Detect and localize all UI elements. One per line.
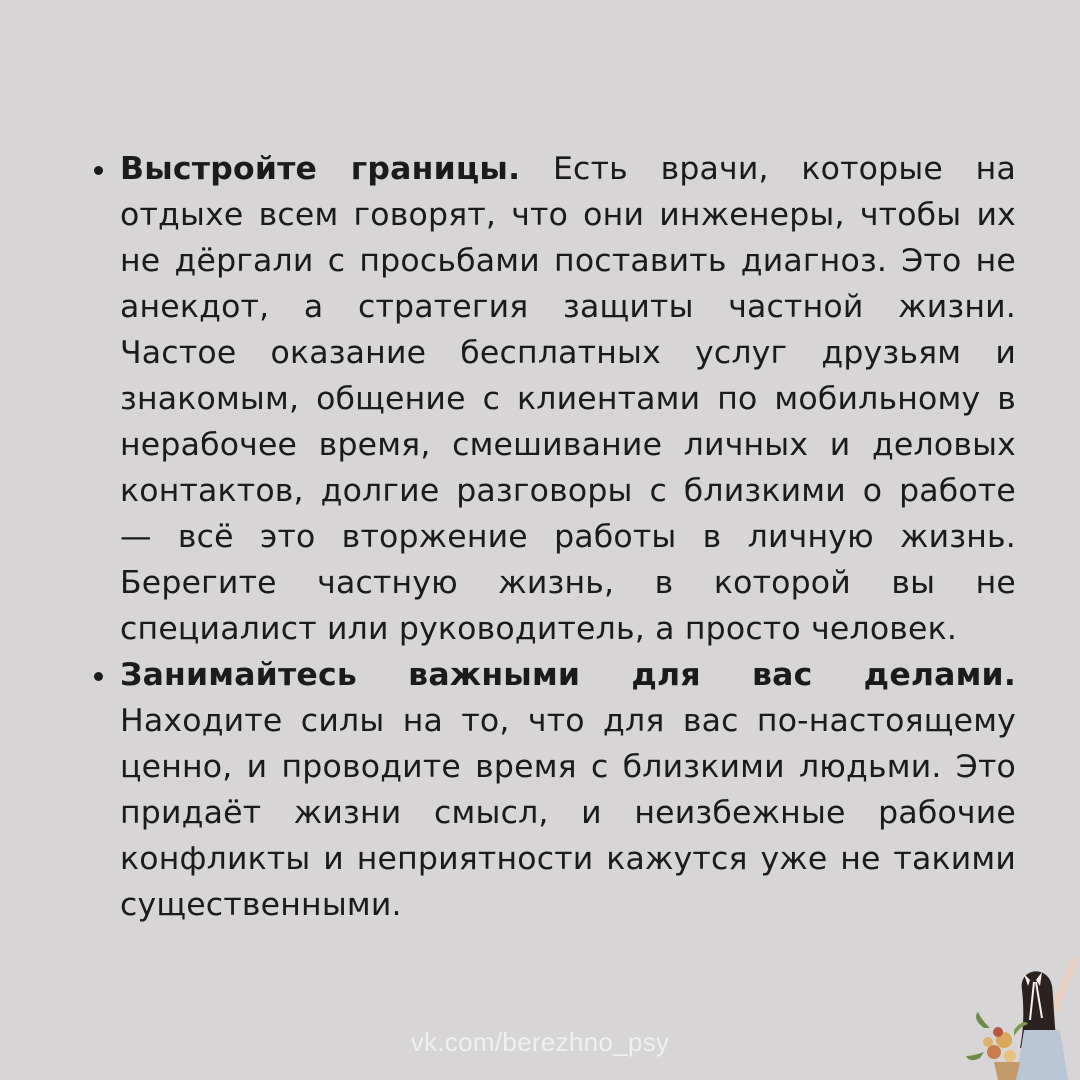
dress-shape [1016, 1030, 1068, 1080]
flower-shape [983, 1037, 993, 1047]
bullet-icon [94, 166, 103, 175]
item-heading: Выстройте границы. [120, 151, 521, 187]
list-item [92, 652, 1016, 928]
item-heading: Занимайтесь важными для вас делами. [120, 657, 1016, 693]
item-text: Есть врачи, которые на отдыхе всем говорят, что они инженеры, чтобы их не дёргали с просьбами поставить диагноз. Это не анекдот, а стратегия защиты частной жизни. Частое оказание бесплатных услуг друзьям и знакомым, общение с клиентами по мобильному в нерабочее время, смешивание личных и деловых контактов, долгие разговоры с близкими о работе — всё это вторжение работы в личную жизнь. Берегите частную жизнь, в которой вы не специалист или руководитель, а просто человек. [120, 151, 1016, 647]
bullet-list [92, 146, 1016, 928]
arm-shape [1050, 954, 1078, 1012]
basket-shape [994, 1062, 1020, 1080]
bullet-icon [94, 672, 103, 681]
flower-shape [1004, 1050, 1016, 1062]
item-text: Находите силы на то, что для вас по-настоящему ценно, и проводите время с близкими людьми. Это придаёт жизни смысл, и неизбежные рабочие конфликты и неприятности кажутся уже не такими существенными. [120, 703, 1016, 923]
article-body [92, 146, 1016, 928]
footer-link[interactable]: vk.com/berezhno_psy [410, 1027, 670, 1057]
flower-shape [993, 1027, 1003, 1037]
list-item [92, 146, 1016, 652]
woman-with-flowers-illustration [950, 930, 1080, 1080]
leaf-shape [976, 1012, 990, 1028]
flower-shape [987, 1045, 1001, 1059]
leaf-shape [966, 1052, 984, 1060]
